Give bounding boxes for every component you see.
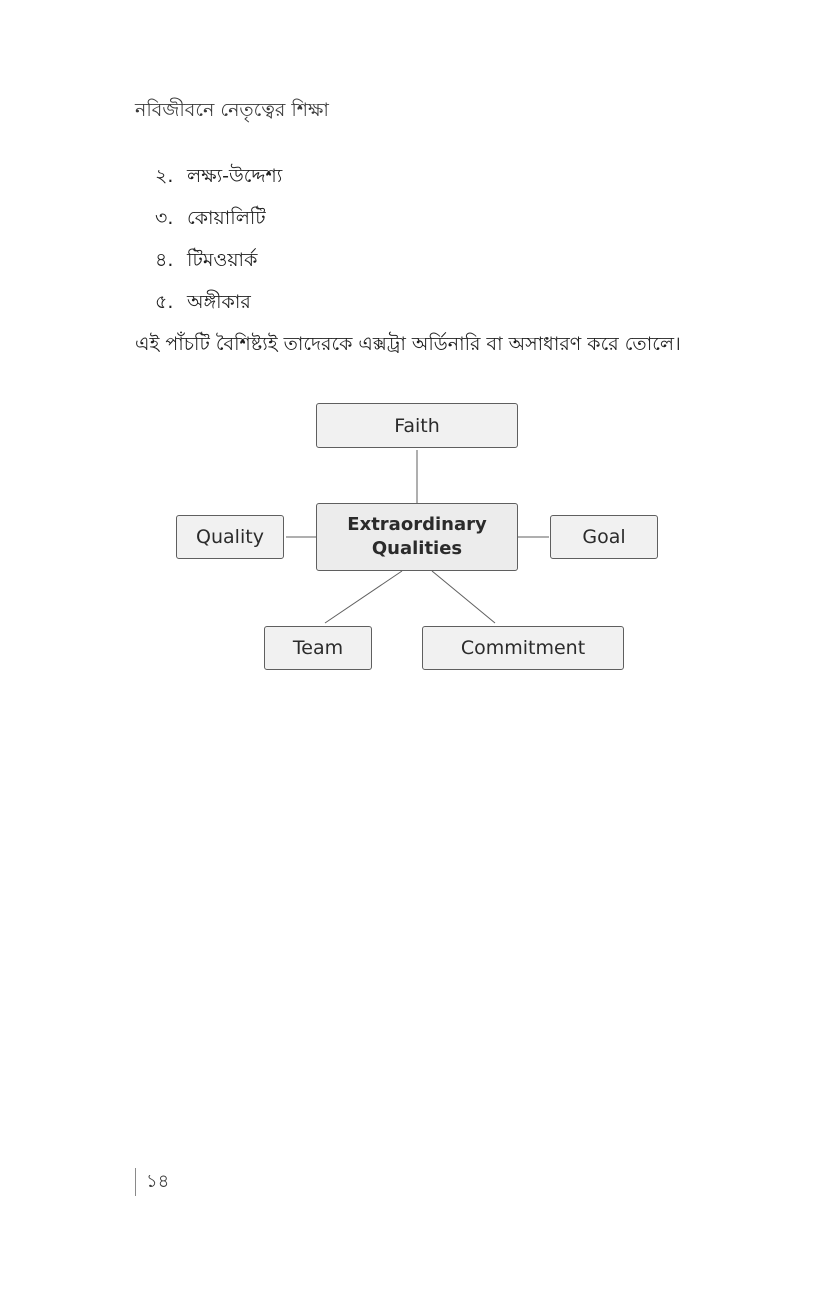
running-header: নবিজীবনে নেতৃত্বের শিক্ষা <box>135 99 329 121</box>
center-node-line1: Extraordinary <box>347 514 487 535</box>
commitment-node: Commitment <box>422 626 624 670</box>
list-text: কোয়ালিটি <box>187 207 266 229</box>
list-text: টিমওয়ার্ক <box>187 249 258 271</box>
list-number: ২. <box>155 165 174 187</box>
list-item <box>155 288 282 330</box>
connector-team <box>325 571 402 623</box>
goal-node: Goal <box>550 515 658 559</box>
list-item <box>155 246 282 288</box>
connector-commitment <box>432 571 495 623</box>
numbered-list <box>155 162 282 330</box>
list-item <box>155 204 282 246</box>
quality-node: Quality <box>176 515 284 559</box>
faith-node: Faith <box>316 403 518 448</box>
page-number: ১৪ <box>135 1168 169 1196</box>
list-text: লক্ষ্য-উদ্দেশ্য <box>187 165 283 187</box>
list-number: ৪. <box>155 249 174 271</box>
list-item <box>155 162 282 204</box>
team-node: Team <box>264 626 372 670</box>
center-node <box>316 503 518 571</box>
list-number: ৩. <box>155 207 174 229</box>
body-paragraph: এই পাঁচটি বৈশিষ্ট্যই তাদেরকে এক্সট্রা অর্ডিনারি বা অসাধারণ করে তোলে। <box>135 333 681 355</box>
center-node-line2: Qualities <box>371 538 463 559</box>
list-text: অঙ্গীকার <box>187 291 251 313</box>
list-number: ৫. <box>155 291 174 313</box>
